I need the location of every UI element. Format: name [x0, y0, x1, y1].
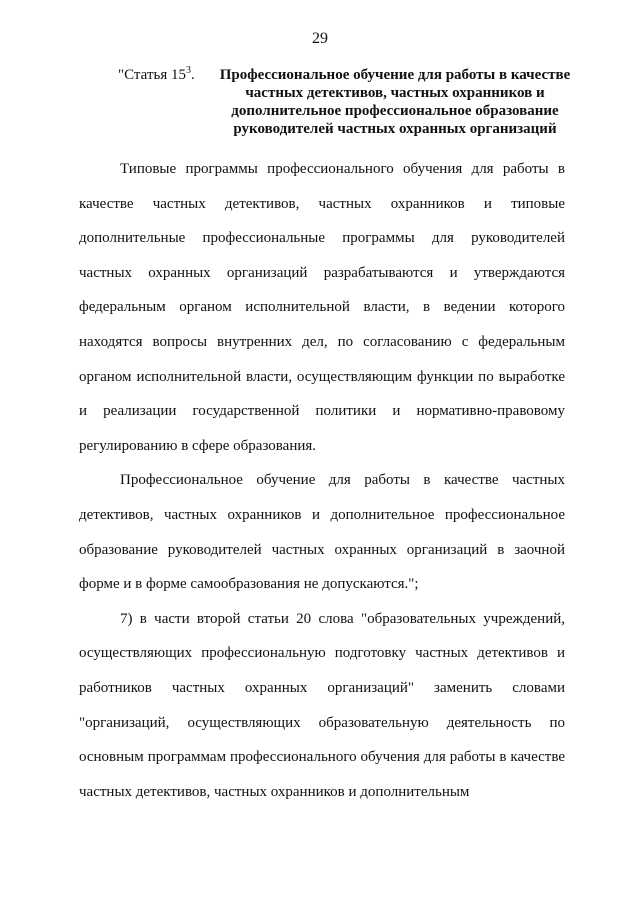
- article-label: [118, 66, 212, 138]
- paragraph-3: 7) в части второй статьи 20 слова "образовательных учреждений, осуществляющих профессиональную подготовку частных детективов и работников частных охранных организаций" заменить словами "организаций, осуществляющих образовательную деятельность по основным программам профессионального обучения для работы в качестве частных детективов, частных охранников и дополнительным: [79, 610, 565, 800]
- paragraph-2: Профессиональное обучение для работы в качестве частных детективов, частных охранников и дополнительное профессиональное образование руководителей частных охранных организаций в заочной форме и в форме самообразования не допускаются.";: [79, 472, 565, 593]
- paragraph-1: Типовые программы профессионального обучения для работы в качестве частных детективов, частных охранников и типовые дополнительные профессиональные программы для руководителей частных охранных организаций разрабатываются и утверждаются федеральным органом исполнительной власти, в ведении которого находятся вопросы внутренних дел, по согласованию с федеральным органом исполнительной власти, осуществляющим функции по выработке и реализации государственной политики и нормативно-правовому регулированию в сфере образования.: [79, 161, 565, 454]
- article-header: [118, 66, 578, 138]
- article-label-prefix: "Статья 15: [118, 67, 186, 83]
- page-number: 29: [312, 30, 328, 47]
- article-label-superscript: 3: [185, 65, 191, 76]
- body-text: [79, 152, 565, 809]
- article-label-suffix: .: [190, 67, 195, 83]
- article-title: Профессиональное обучение для работы в качестве частных детективов, частных охранников и дополнительное профессиональное образование руководителей частных охранных организаций: [219, 67, 571, 137]
